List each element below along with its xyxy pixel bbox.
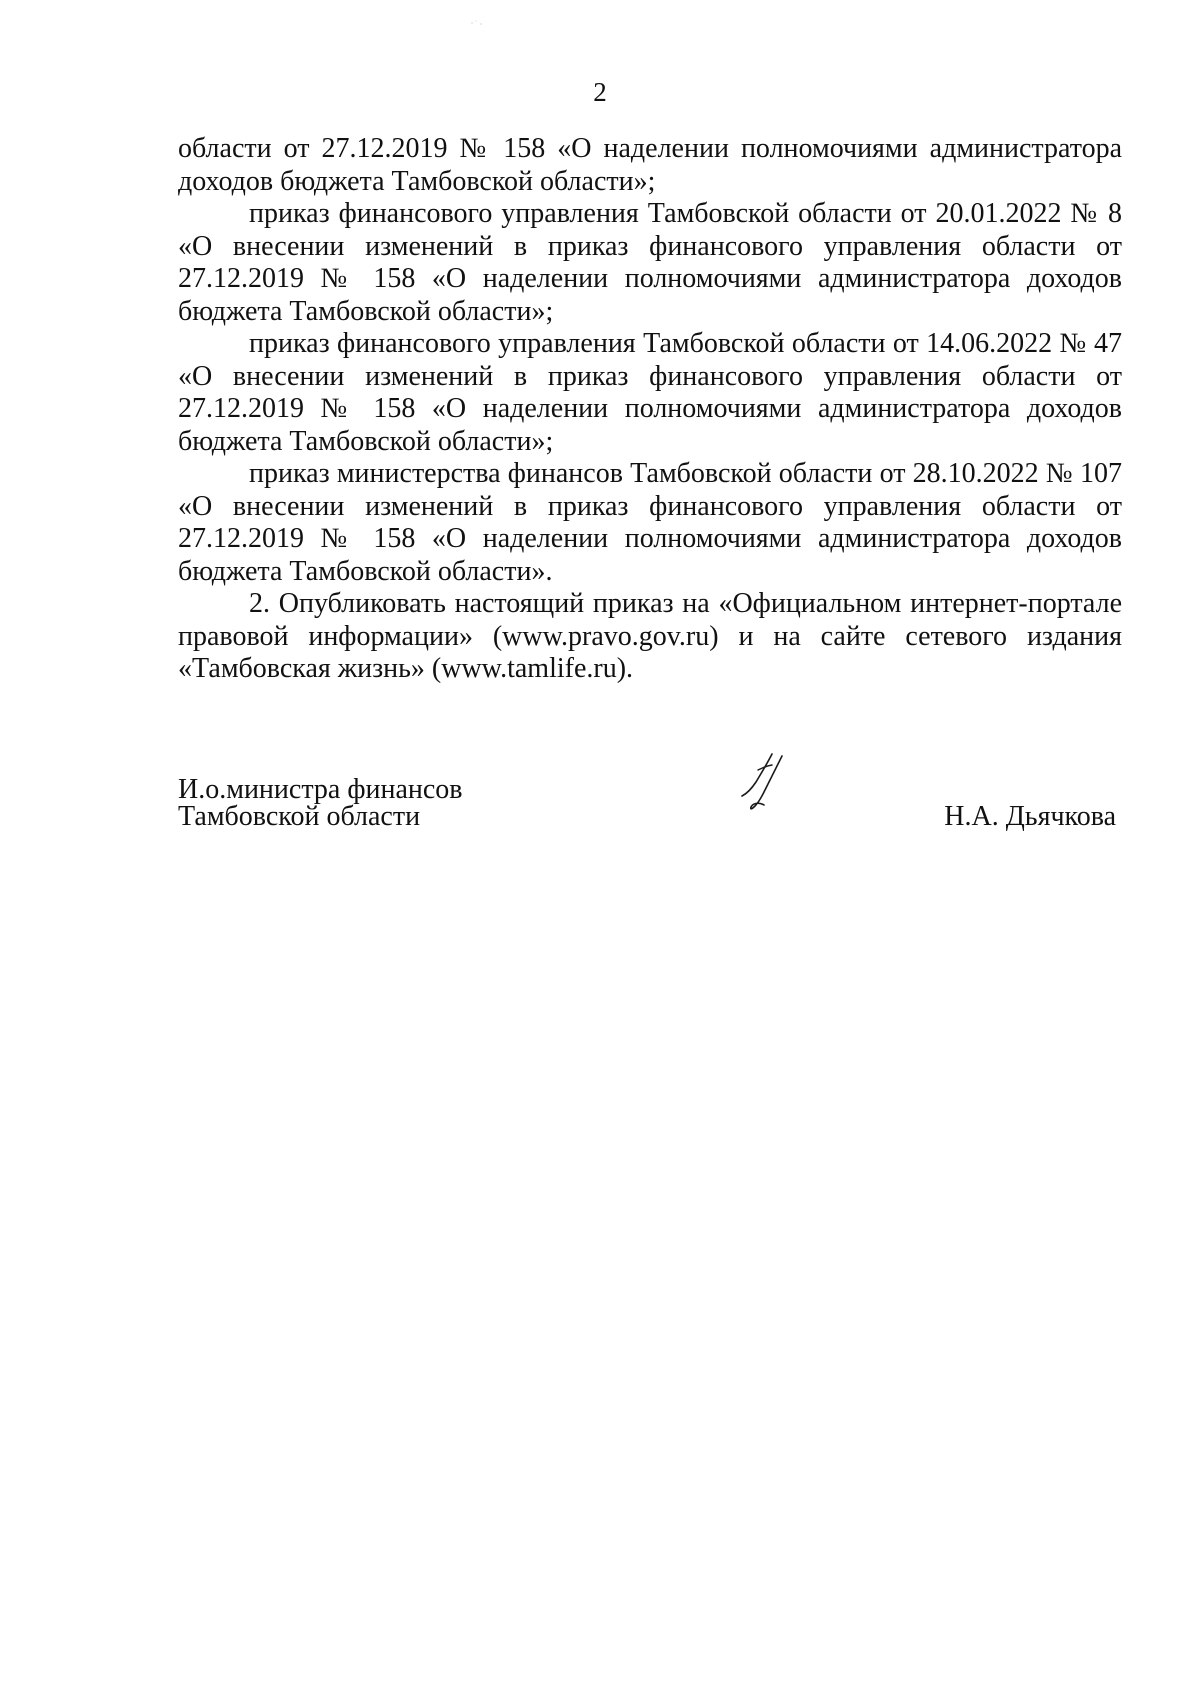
page-number: 2 [593,77,607,107]
paragraph-order-14-06-2022: приказ финансового управления Тамбовской области от 14.06.2022 № 47 «О внесении изменений в приказ финансового управления области от 27.12.2019 № 158 «О наделении полномочиями администратора доходов бюджета Тамбовской области»; [178,328,1122,457]
paragraph-order-28-10-2022: приказ министерства финансов Тамбовской области от 28.10.2022 № 107 «О внесении изменений в приказ финансового управления области от 27.12.2019 № 158 «О наделении полномочиями администратора доходов бюджета Тамбовской области». [178,458,1122,587]
paragraph-continuation: области от 27.12.2019 № 158 «О наделении полномочиями администратора доходов бюджета Тамбовской области»; [178,133,1122,197]
signature-block [178,776,1122,836]
scan-speck [470,18,484,26]
signer-name: Н.А. Дьячкова [944,801,1116,832]
signer-position-line-1: И.о.министра финансов [178,774,463,805]
paragraph-order-20-01-2022: приказ финансового управления Тамбовской области от 20.01.2022 № 8 «О внесении изменений в приказ финансового управления области от 27.12.2019 № 158 «О наделении полномочиями администратора доходов бюджета Тамбовской области»; [178,198,1122,327]
document-body [178,133,1122,686]
signer-position [178,776,598,830]
handwritten-signature-icon [728,748,798,816]
signer-position-line-2: Тамбовской области [178,801,421,832]
paragraph-publish-clause: 2. Опубликовать настоящий приказ на «Официальном интернет-портале правовой информации» (www.pravo.gov.ru) и на сайте сетевого издания «Тамбовская жизнь» (www.tamlife.ru). [178,588,1122,684]
